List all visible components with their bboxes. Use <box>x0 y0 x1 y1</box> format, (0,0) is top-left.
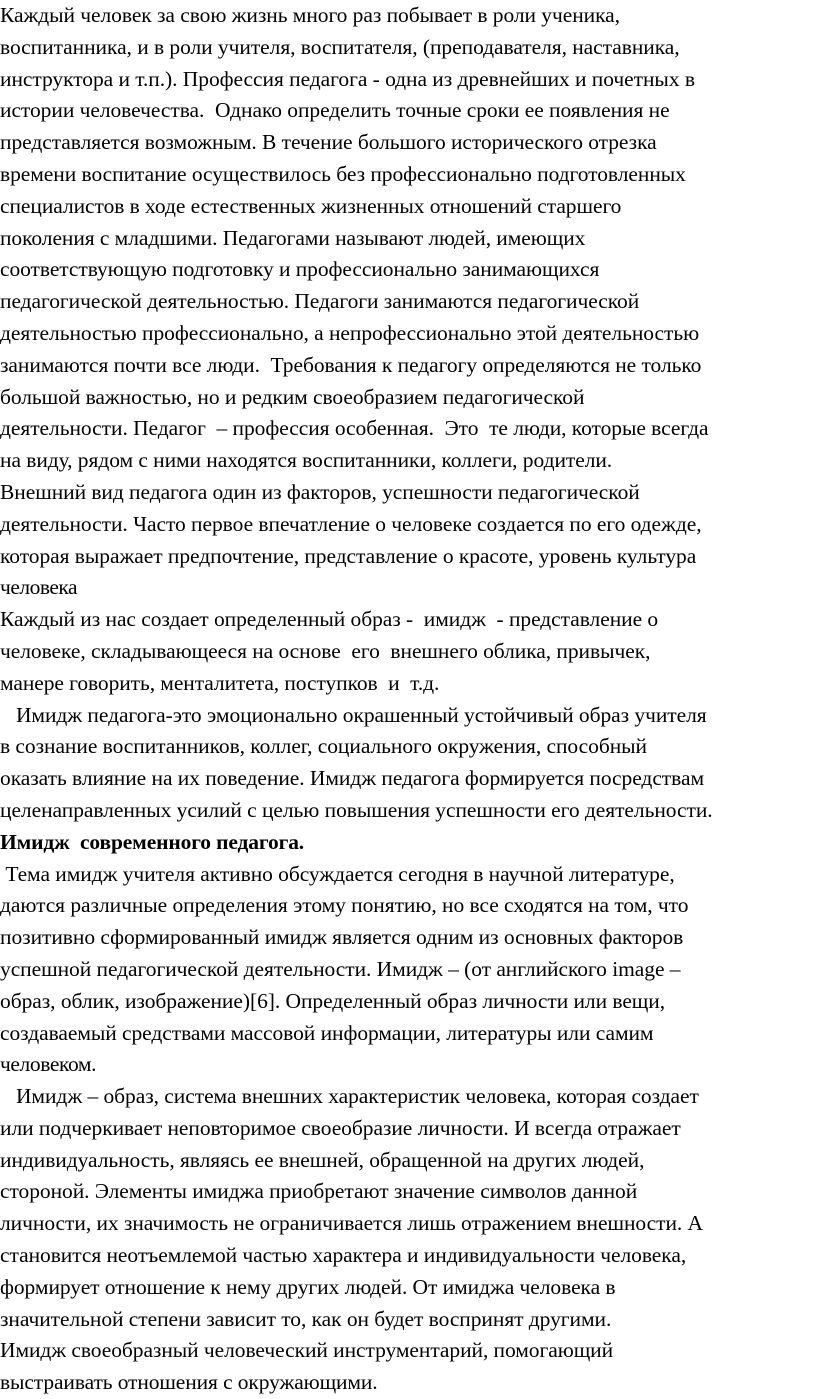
text-line: деятельности. Педагог – профессия особенная. Это те люди, которые всегда <box>0 416 709 441</box>
text-line: поколения с младшими. Педагогами называют людей, имеющих <box>0 225 586 250</box>
text-line: которая выражает предпочтение, представление о красоте, уровень культура <box>0 543 697 568</box>
text-line: становится неотъемлемой частью характера и индивидуальности человека, <box>0 1243 687 1268</box>
text-line: Каждый из нас создает определенный образ - имидж - представление о <box>0 607 659 632</box>
text-line: манере говорить, менталитета, поступков и т.д. <box>0 670 440 695</box>
text-line: деятельности. Часто первое впечатление о человеке создается по его одежде, <box>0 511 702 536</box>
text-line: Каждый человек за свою жизнь много раз побывает в роли ученика, <box>0 3 620 27</box>
text-line: человека <box>0 575 78 600</box>
text-line: в сознание воспитанников, коллег, социального окружения, способный <box>0 734 647 759</box>
text-line: стороной. Элементы имиджа приобретают значение символов данной <box>0 1179 638 1204</box>
text-line: Имидж педагога-это эмоционально окрашенный устойчивый образ учителя <box>0 702 707 727</box>
text-line: занимаются почти все люди. Требования к педагогу определяются не только <box>0 352 702 377</box>
text-line: образ, облик, изображение)[6]. Определенный образ личности или вещи, <box>0 988 666 1013</box>
text-line: соответствующую подготовку и профессионально занимающихся <box>0 257 600 282</box>
text-line: индивидуальность, являясь ее внешней, обращенной на других людей, <box>0 1147 645 1172</box>
text-line: человеком. <box>0 1052 97 1077</box>
text-line: оказать влияние на их поведение. Имидж педагога формируется посредствам <box>0 766 704 791</box>
text-line: Внешний вид педагога один из факторов, успешности педагогической <box>0 479 640 504</box>
text-line: воспитанника, и в роли учителя, воспитателя, (преподавателя, наставника, <box>0 34 680 59</box>
text-line: или подчеркивает неповторимое своеобразие личности. И всегда отражает <box>0 1115 681 1140</box>
section-heading: Имидж современного педагога. <box>0 829 305 854</box>
text-line: целенаправленных усилий с целью повышения успешности его деятельности. <box>0 797 713 822</box>
text-line: на виду, рядом с ними находятся воспитанники, коллеги, родители. <box>0 448 613 473</box>
text-line: выстраивать отношения с окружающими. <box>0 1370 378 1395</box>
text-line: большой важностью, но и редким своеобразием педагогической <box>0 384 585 409</box>
text-line: Имидж своеобразный человеческий инструментарий, помогающий <box>0 1338 614 1363</box>
text-line: создаваемый средствами массовой информации, литературы или самим <box>0 1020 654 1045</box>
text-line: даются различные определения этому понятию, но все сходятся на том, что <box>0 893 689 918</box>
text-line: времени воспитание осуществилось без профессионально подготовленных <box>0 161 686 186</box>
text-line: представляется возможным. В течение большого исторического отрезка <box>0 130 657 155</box>
text-line: личности, их значимость не ограничивается лишь отражением внешности. А <box>0 1211 704 1236</box>
text-line: инструктора и т.п.). Профессия педагога - одна из древнейших и почетных в <box>0 66 695 91</box>
text-line: Имидж – образ, система внешних характеристик человека, которая создает <box>0 1084 699 1109</box>
text-line: позитивно сформированный имидж является одним из основных факторов <box>0 925 684 950</box>
text-line: специалистов в ходе естественных жизненных отношений старшего <box>0 193 622 218</box>
text-line: Тема имидж учителя активно обсуждается сегодня в научной литературе, <box>0 861 675 886</box>
text-line: успешной педагогической деятельности. Имидж – (от английского image – <box>0 956 681 981</box>
text-line: деятельностью профессионально, а непрофессионально этой деятельностью <box>0 320 700 345</box>
text-line: педагогической деятельностью. Педагоги занимаются педагогической <box>0 289 640 314</box>
text-line: человеке, складывающееся на основе его внешнего облика, привычек, <box>0 638 651 663</box>
text-line: истории человечества. Однако определить точные сроки ее появления не <box>0 98 670 123</box>
text-line: значительной степени зависит то, как он будет воспринят другими. <box>0 1306 612 1331</box>
text-line: формирует отношение к нему других людей. От имиджа человека в <box>0 1274 616 1299</box>
